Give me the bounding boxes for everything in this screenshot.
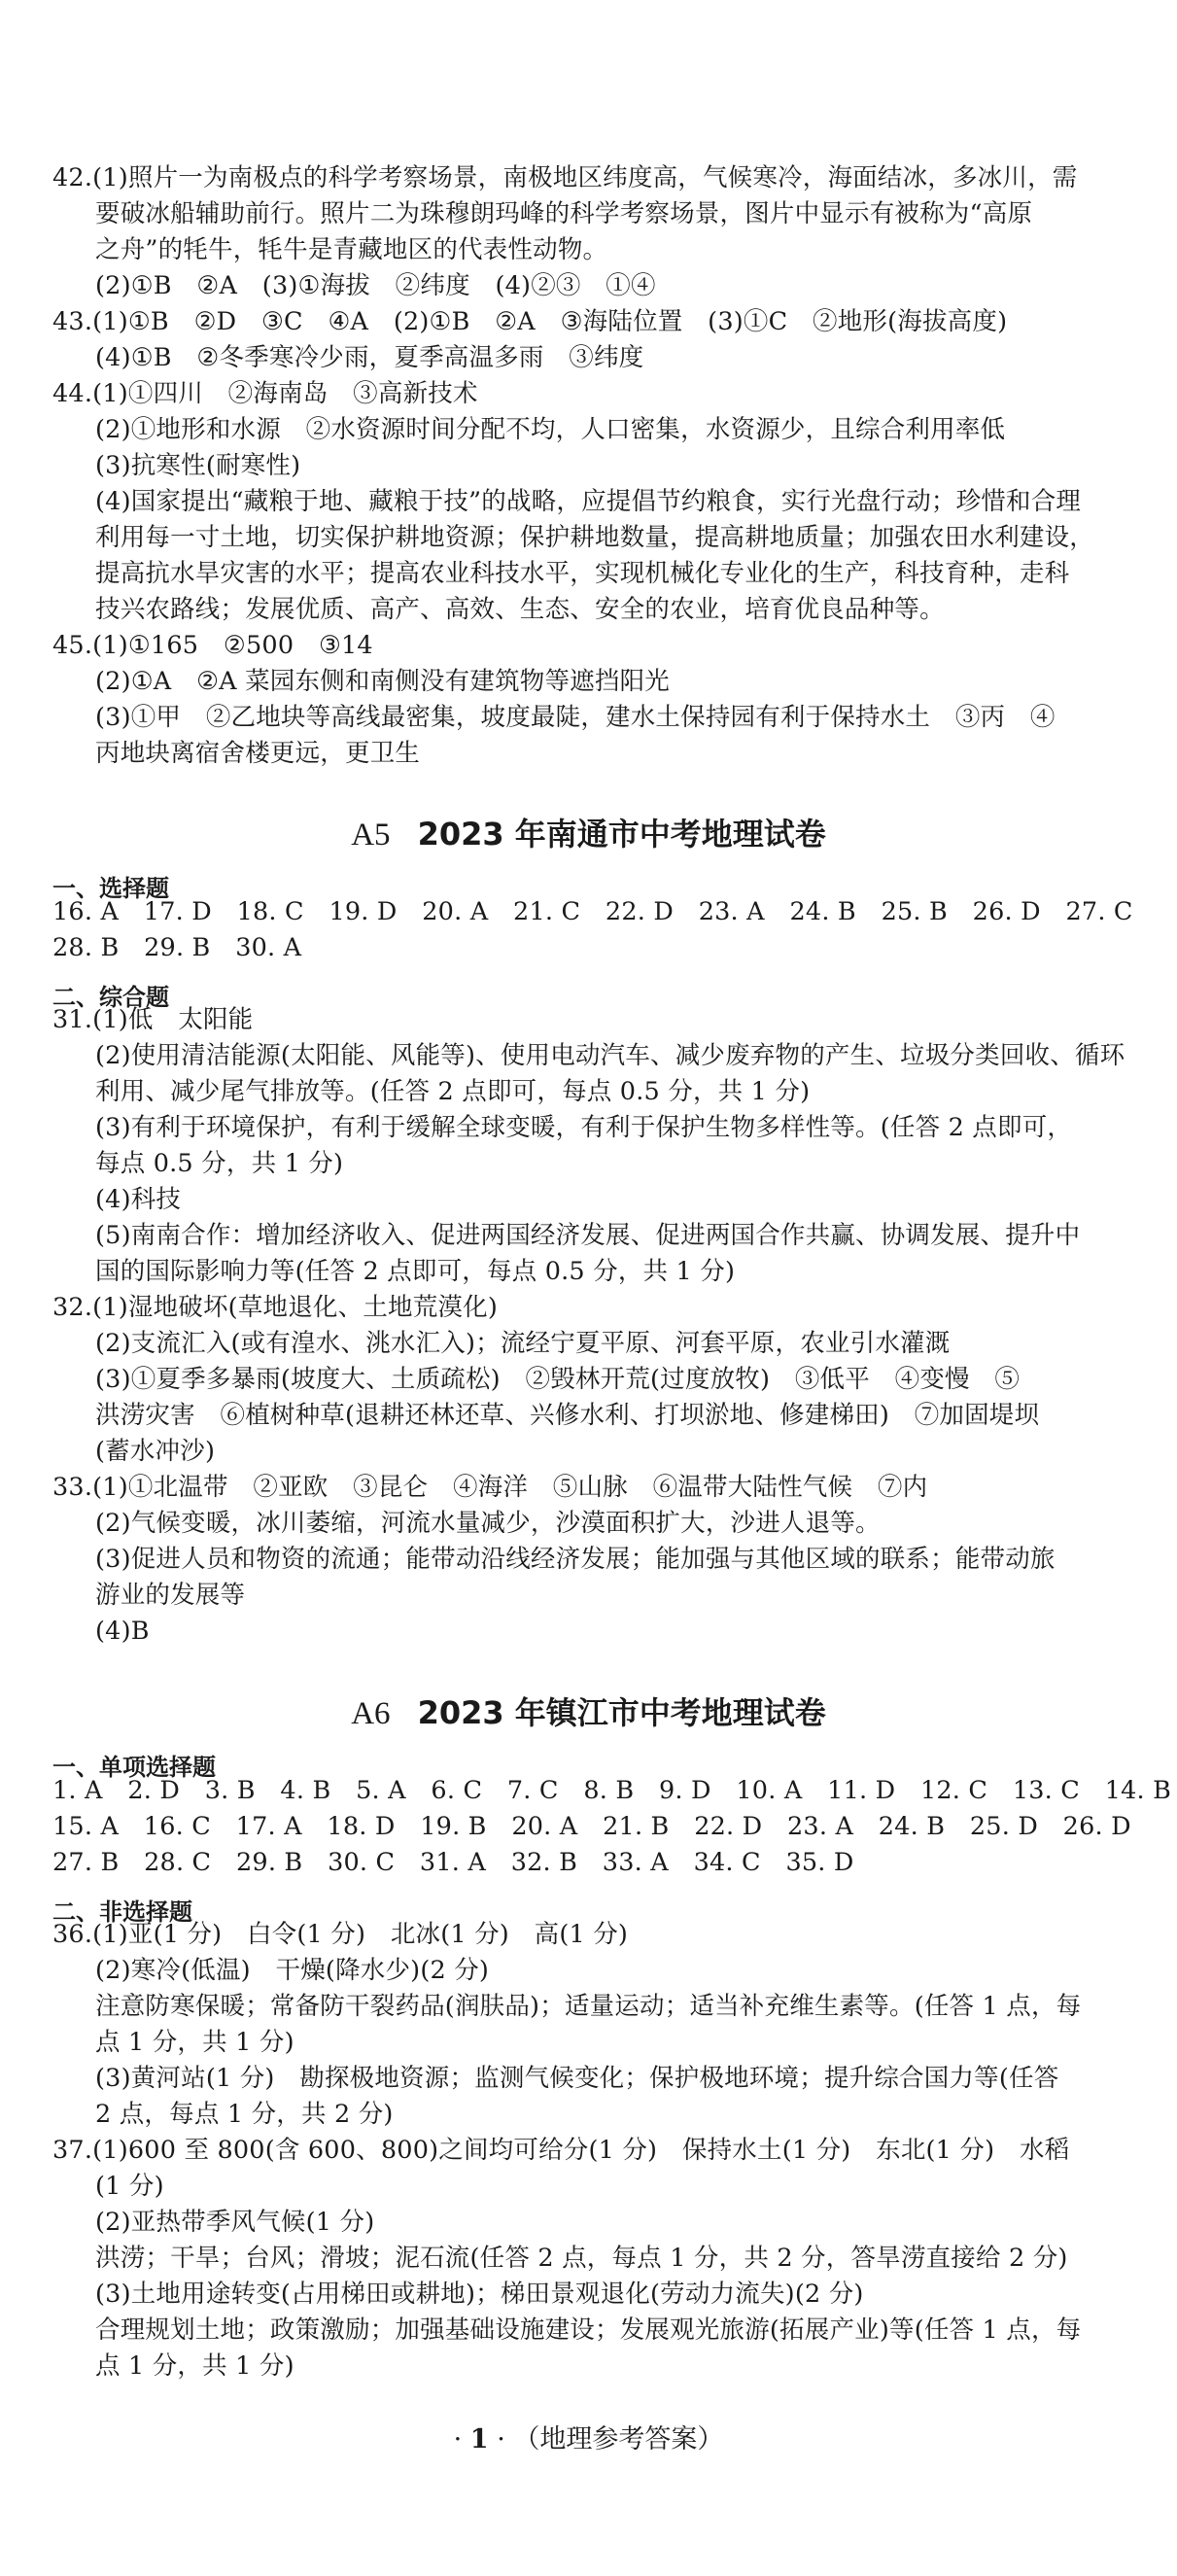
- answer-line: 44.(1)①四川 ②海南岛 ③高新技术: [52, 379, 478, 408]
- footer-dot: ·: [453, 2424, 463, 2454]
- section-heading-comprehensive: 二、综合题: [52, 984, 169, 1011]
- answer-line: (2)气候变暖，冰川萎缩，河流水量减少，沙漠面积扩大，沙进人退等。: [95, 1509, 881, 1538]
- page-number: 1: [469, 2424, 489, 2454]
- answer-line: (2)①A ②A 菜园东侧和南侧没有建筑物等遮挡阳光: [95, 667, 670, 696]
- answer-line: 每点 0.5 分，共 1 分): [95, 1149, 344, 1178]
- exam-heading-a6: [0, 1691, 1177, 1735]
- answer-line: 27. B 28. C 29. B 30. C 31. A 32. B 33. A 34. C 35. D: [52, 1848, 854, 1877]
- section-heading-non-choice: 二、非选择题: [52, 1898, 192, 1926]
- answer-line: 技兴农路线；发展优质、高产、高效、生态、安全的农业，培育优良品种等。: [95, 595, 945, 624]
- answer-line: (1 分): [95, 2172, 164, 2201]
- answer-line: (2)使用清洁能源(太阳能、风能等)、使用电动汽车、减少废弃物的产生、垃圾分类回收、循环: [95, 1041, 1125, 1070]
- answer-line: 28. B 29. B 30. A: [52, 933, 302, 962]
- answer-line: 42.(1)照片一为南极点的科学考察场景，南极地区纬度高，气候寒冷，海面结冰，多冰川，需: [52, 163, 1078, 192]
- answer-line: 2 点，每点 1 分，共 2 分): [95, 2100, 394, 2129]
- exam-title: 2023 年镇江市中考地理试卷: [417, 1694, 826, 1731]
- answer-line: 提高抗水旱灾害的水平；提高农业科技水平，实现机械化专业化的生产，科技育种，走科: [95, 559, 1070, 588]
- answer-line: 丙地块离宿舍楼更远，更卫生: [95, 739, 421, 768]
- answer-line: (4)B: [95, 1617, 150, 1646]
- answer-line: 洪涝灾害 ⑥植树种草(退耕还林还草、兴修水利、打坝淤地、修建梯田) ⑦加固堤坝: [95, 1401, 1040, 1430]
- answer-line: 注意防寒保暖；常备防干裂药品(润肤品)；适量运动；适当补充维生素等。(任答 1 点，每: [95, 1992, 1082, 2021]
- answer-line: (3)抗寒性(耐寒性): [95, 451, 301, 480]
- answer-line: 45.(1)①165 ②500 ③14: [52, 631, 373, 660]
- answer-line: 利用每一寸土地，切实保护耕地资源；保护耕地数量，提高耕地质量；加强农田水利建设，: [95, 523, 1095, 552]
- answer-line: 43.(1)①B ②D ③C ④A (2)①B ②A ③海陆位置 (3)①C ②地形(海拔高度): [52, 307, 1008, 336]
- answer-line: 点 1 分，共 1 分): [95, 2028, 294, 2057]
- exam-heading-a5: [0, 813, 1177, 856]
- answer-line: 利用、减少尾气排放等。(任答 2 点即可，每点 0.5 分，共 1 分): [95, 1077, 811, 1106]
- answer-line: 游业的发展等: [95, 1581, 246, 1610]
- answer-line: 点 1 分，共 1 分): [95, 2351, 294, 2381]
- answer-line: 33.(1)①北温带 ②亚欧 ③昆仑 ④海洋 ⑤山脉 ⑥温带大陆性气候 ⑦内: [52, 1473, 928, 1502]
- answer-line: 1. A 2. D 3. B 4. B 5. A 6. C 7. C 8. B 9. D 10. A 11. D 12. C 13. C 14. B: [52, 1776, 1172, 1805]
- answer-line: (3)①甲 ②乙地块等高线最密集，坡度最陡，建水土保持园有利于保持水土 ③丙 ④: [95, 703, 1056, 732]
- answer-line: 要破冰船辅助前行。照片二为珠穆朗玛峰的科学考察场景，图片中显示有被称为“高原: [95, 199, 1033, 228]
- answer-line: 32.(1)湿地破坏(草地退化、土地荒漠化): [52, 1293, 498, 1322]
- answer-line: 洪涝；干旱；台风；滑坡；泥石流(任答 2 点，每点 1 分，共 2 分，答旱涝直接给 2 分): [95, 2244, 1068, 2273]
- page-footer: [0, 2422, 1177, 2457]
- exam-title: 2023 年南通市中考地理试卷: [417, 816, 826, 853]
- exam-code: A6: [351, 1696, 391, 1731]
- answer-line: (2)亚热带季风气候(1 分): [95, 2208, 375, 2237]
- answer-line: 国的国际影响力等(任答 2 点即可，每点 0.5 分，共 1 分): [95, 1257, 736, 1286]
- answer-line: 37.(1)600 至 800(含 600、800)之间均可给分(1 分) 保持水土(1 分) 东北(1 分) 水稻: [52, 2136, 1070, 2165]
- answer-line: (5)南南合作：增加经济收入、促进两国经济发展、促进两国合作共赢、协调发展、提升中: [95, 1221, 1081, 1250]
- section-heading-single-choice: 一、单项选择题: [52, 1754, 216, 1781]
- answer-line: (2)支流汇入(或有湟水、洮水汇入)；流经宁夏平原、河套平原，农业引水灌溉: [95, 1329, 951, 1358]
- answer-line: 16. A 17. D 18. C 19. D 20. A 21. C 22. D 23. A 24. B 25. B 26. D 27. C: [52, 897, 1133, 926]
- answer-line: (4)科技: [95, 1185, 182, 1214]
- answer-line: (2)①B ②A (3)①海拔 ②纬度 (4)②③ ①④: [95, 271, 656, 300]
- answer-line: (2)①地形和水源 ②水资源时间分配不均，人口密集，水资源少，且综合利用率低: [95, 415, 1006, 444]
- answer-line: 之舟”的牦牛，牦牛是青藏地区的代表性动物。: [95, 235, 608, 264]
- answer-line: (3)土地用途转变(占用梯田或耕地)；梯田景观退化(劳动力流失)(2 分): [95, 2280, 864, 2309]
- answer-line: (2)寒冷(低温) 干燥(降水少)(2 分): [95, 1956, 490, 1985]
- answer-line: (3)促进人员和物资的流通；能带动沿线经济发展；能加强与其他区域的联系；能带动旅: [95, 1545, 1056, 1574]
- exam-code: A5: [351, 818, 391, 853]
- answer-line: 36.(1)亚(1 分) 白令(1 分) 北冰(1 分) 高(1 分): [52, 1920, 629, 1949]
- answer-line: (4)①B ②冬季寒冷少雨，夏季高温多雨 ③纬度: [95, 343, 644, 372]
- section-heading-choice: 一、选择题: [52, 875, 169, 902]
- answer-line: (蓄水冲沙): [95, 1437, 216, 1466]
- answer-line: 合理规划土地；政策激励；加强基础设施建设；发展观光旅游(拓展产业)等(任答 1 点，每: [95, 2315, 1082, 2345]
- answer-line: 15. A 16. C 17. A 18. D 19. B 20. A 21. B 22. D 23. A 24. B 25. D 26. D: [52, 1812, 1131, 1841]
- answer-line: (4)国家提出“藏粮于地、藏粮于技”的战略，应提倡节约粮食，实行光盘行动；珍惜和合理: [95, 487, 1082, 516]
- answer-line: 31.(1)低 太阳能: [52, 1005, 254, 1034]
- answer-line: (3)有利于环境保护，有利于缓解全球变暖，有利于保护生物多样性等。(任答 2 点即可，: [95, 1113, 1073, 1142]
- answer-line: (3)①夏季多暴雨(坡度大、土质疏松) ②毁林开荒(过度放牧) ③低平 ④变慢 ⑤: [95, 1365, 1021, 1394]
- footer-label: （地理参考答案）: [513, 2424, 724, 2454]
- answer-line: (3)黄河站(1 分) 勘探极地资源；监测气候变化；保护极地环境；提升综合国力等(任答: [95, 2064, 1059, 2093]
- footer-dot: ·: [497, 2424, 505, 2454]
